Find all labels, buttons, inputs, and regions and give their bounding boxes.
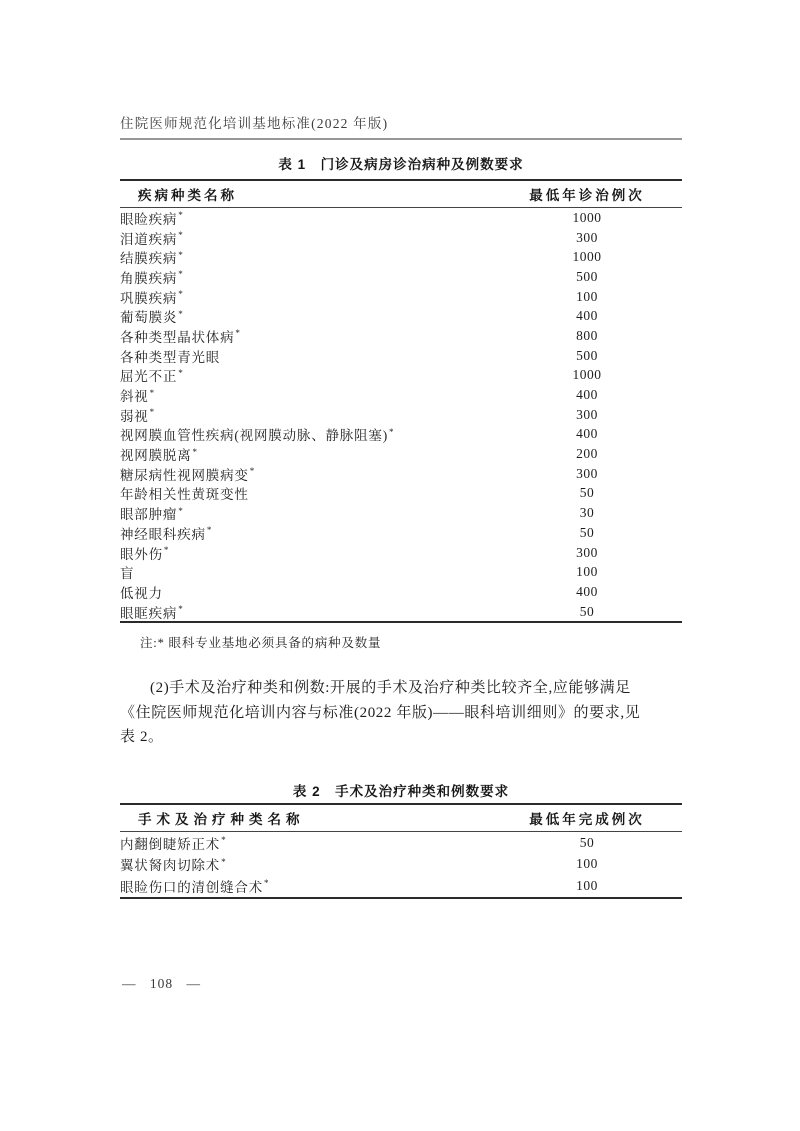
count-value: 500 [576, 268, 598, 284]
item-name: 视网膜血管性疾病(视网膜动脉、静脉阻塞)* [120, 426, 394, 444]
item-name: 斜视* [120, 387, 155, 405]
count-value: 1000 [572, 367, 602, 383]
column-header-disease-name: 疾病种类名称 [138, 188, 237, 203]
item-name: 泪道疾病* [120, 230, 183, 247]
table-row [120, 405, 682, 425]
asterisk-marker: * [221, 835, 226, 846]
table-row [120, 385, 682, 405]
item-name: 眼眶疾病* [120, 604, 183, 621]
paragraph-line: 表 2。 [120, 729, 164, 745]
item-name: 翼状胬肉切除术* [120, 856, 226, 874]
item-name: 眼外伤* [120, 545, 169, 562]
table-row [120, 854, 682, 876]
count-value: 100 [576, 564, 598, 580]
item-name: 盲 [120, 566, 135, 582]
table-row [120, 346, 682, 366]
count-value: 300 [576, 229, 598, 245]
item-name: 糖尿病性视网膜病变* [120, 466, 255, 483]
count-value: 50 [579, 485, 595, 501]
asterisk-marker: * [178, 210, 183, 221]
table-row [120, 582, 682, 602]
table-row [120, 208, 682, 228]
asterisk-marker: * [221, 856, 226, 867]
table-row [120, 464, 682, 484]
asterisk-marker: * [149, 387, 155, 398]
table1 [120, 179, 682, 623]
asterisk-marker: * [178, 269, 183, 280]
table-row [120, 562, 682, 582]
asterisk-marker: * [178, 230, 183, 241]
table-row [120, 326, 682, 346]
body-paragraph [120, 676, 682, 750]
count-value: 400 [576, 308, 598, 324]
asterisk-marker: * [178, 308, 183, 319]
item-name: 弱视* [120, 407, 155, 424]
table-row [120, 306, 682, 326]
count-value: 100 [576, 288, 598, 304]
running-head-rule [120, 138, 682, 140]
paragraph-line: 《住院医师规范化培训内容与标准(2022 年版)——眼科培训细则》的要求,见 [120, 704, 641, 721]
asterisk-marker: * [178, 505, 183, 516]
item-name: 葡萄膜炎* [120, 308, 183, 326]
item-name: 视网膜脱离* [120, 446, 197, 464]
table2-header-row [120, 805, 682, 832]
asterisk-marker: * [249, 466, 255, 477]
table-row [120, 366, 682, 386]
asterisk-marker: * [178, 367, 183, 378]
running-head: 住院医师规范化培训基地标准(2022 年版) [120, 116, 389, 131]
item-name: 低视力 [120, 585, 163, 601]
table-row [120, 228, 682, 248]
table1-header-row [120, 181, 682, 208]
table2 [120, 803, 682, 899]
table-row [120, 543, 682, 563]
asterisk-marker: * [178, 249, 183, 260]
asterisk-marker: * [264, 878, 269, 889]
table-row [120, 523, 682, 543]
item-name: 屈光不正* [120, 367, 183, 385]
table-row [120, 503, 682, 523]
count-value: 300 [576, 465, 598, 481]
item-name: 各种类型晶状体病* [120, 328, 240, 345]
table-row [120, 832, 682, 854]
table1-title: 表 1 门诊及病房诊治病种及例数要求 [278, 157, 524, 172]
item-name: 结膜疾病* [120, 249, 183, 267]
count-value: 200 [576, 446, 598, 462]
item-name: 内翻倒睫矫正术* [120, 835, 226, 852]
column-header-annual-cases: 最低年诊治例次 [529, 188, 645, 203]
page-number: — 108 — [122, 976, 201, 991]
count-value: 400 [576, 583, 598, 599]
count-value: 300 [576, 406, 598, 422]
table-row [120, 425, 682, 445]
count-value: 500 [576, 347, 598, 363]
asterisk-marker: * [163, 545, 169, 556]
asterisk-marker: * [178, 604, 183, 615]
table2-body [120, 832, 682, 897]
item-name: 神经眼科疾病* [120, 525, 212, 542]
count-value: 100 [576, 856, 598, 872]
table1-note: 注:* 眼科专业基地必须具备的病种及数量 [140, 636, 382, 650]
count-value: 30 [579, 505, 595, 521]
count-value: 50 [579, 834, 595, 850]
count-value: 50 [579, 603, 595, 619]
asterisk-marker: * [235, 328, 240, 339]
item-name: 巩膜疾病* [120, 289, 183, 306]
count-value: 50 [579, 524, 595, 540]
item-name: 年龄相关性黄斑变性 [120, 487, 249, 503]
table-row [120, 484, 682, 504]
paragraph-line: (2)手术及治疗种类和例数:开展的手术及治疗种类比较齐全,应能够满足 [150, 680, 631, 696]
asterisk-marker: * [149, 407, 155, 418]
table1-body [120, 208, 682, 621]
count-value: 400 [576, 387, 598, 403]
item-name: 眼部肿瘤* [120, 505, 183, 523]
item-name: 眼睑伤口的清创缝合术* [120, 878, 269, 895]
table-row [120, 247, 682, 267]
asterisk-marker: * [206, 525, 212, 536]
item-name: 各种类型青光眼 [120, 349, 221, 365]
count-value: 100 [576, 877, 598, 893]
table-row [120, 444, 682, 464]
count-value: 300 [576, 544, 598, 560]
asterisk-marker: * [178, 289, 183, 300]
page-content [120, 0, 682, 1131]
asterisk-marker: * [389, 426, 394, 437]
table-row [120, 602, 682, 622]
count-value: 800 [576, 327, 598, 343]
count-value: 1000 [572, 249, 602, 265]
table-row [120, 875, 682, 897]
column-header-annual-completed: 最低年完成例次 [529, 812, 645, 827]
table2-title: 表 2 手术及治疗种类和例数要求 [292, 784, 510, 799]
count-value: 400 [576, 426, 598, 442]
table-row [120, 287, 682, 307]
asterisk-marker: * [192, 446, 197, 457]
item-name: 眼睑疾病* [120, 210, 183, 227]
count-value: 1000 [572, 209, 602, 225]
table-row [120, 267, 682, 287]
column-header-procedure-name: 手术及治疗种类名称 [138, 812, 305, 827]
item-name: 角膜疾病* [120, 269, 183, 286]
